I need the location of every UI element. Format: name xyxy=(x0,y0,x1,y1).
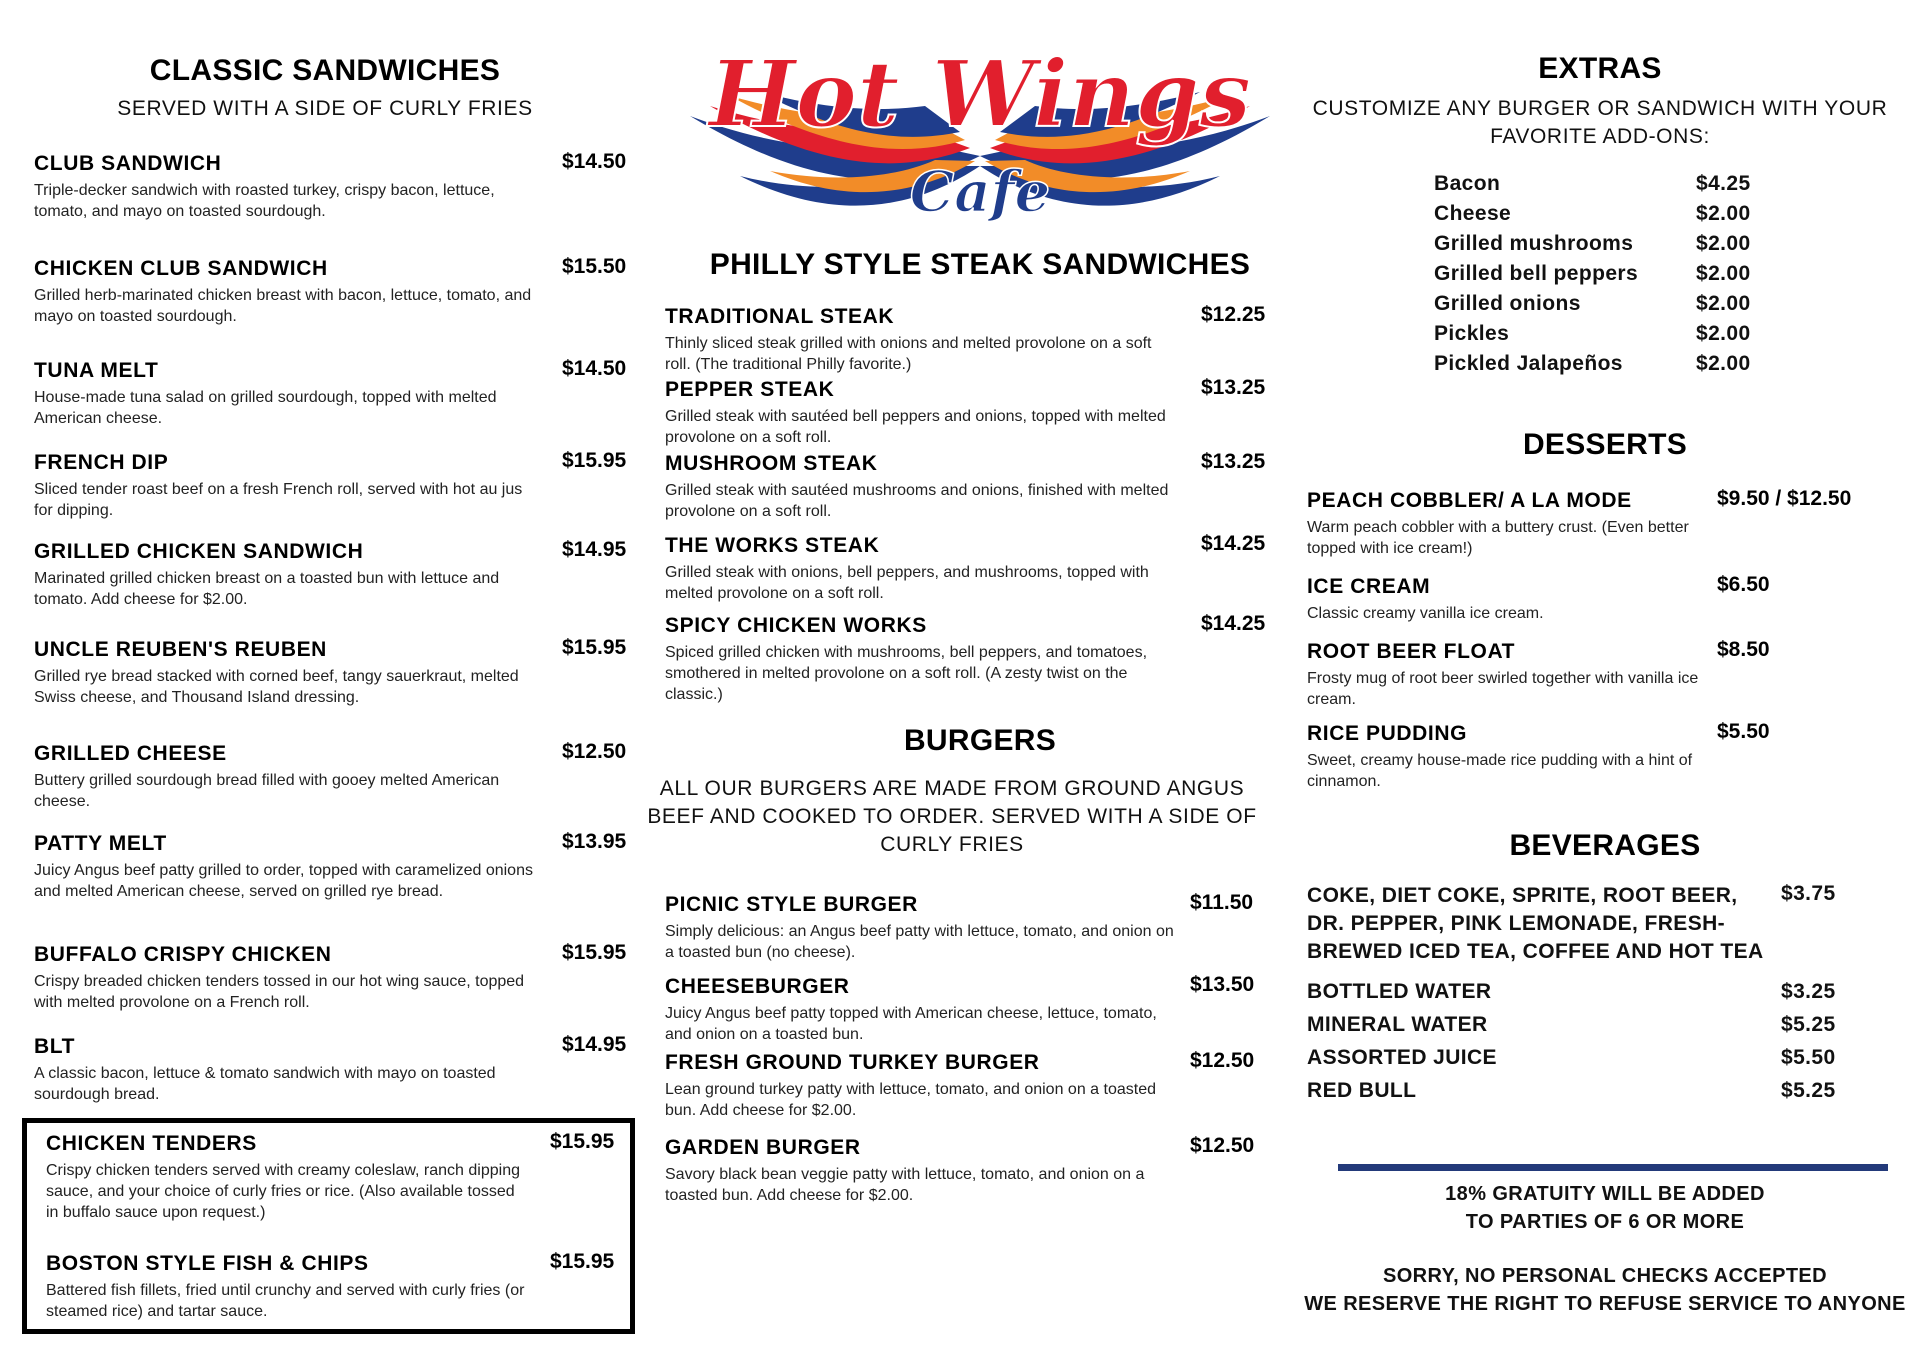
classic-item-description: A classic bacon, lettuce & tomato sandwich with mayo on toasted sourdough bread. xyxy=(34,1065,496,1103)
extra-item-name: Grilled mushrooms xyxy=(1434,232,1634,255)
classic-item-description: Buttery grilled sourdough bread filled with gooey melted American cheese. xyxy=(34,772,500,810)
classic-item-name: CLUB SANDWICH xyxy=(34,152,222,175)
beverage-item-name: MINERAL WATER xyxy=(1307,1013,1488,1036)
featured-item-price: $15.95 xyxy=(550,1250,615,1273)
classic-item xyxy=(34,451,634,521)
classic-item-name: BLT xyxy=(34,1035,76,1058)
classic-item-description: Grilled rye bread stacked with corned beef, tangy sauerkraut, melted Swiss cheese, and Thousand Island dressing. xyxy=(34,668,519,706)
classic-item-name: FRENCH DIP xyxy=(34,451,169,474)
extra-item xyxy=(1434,322,1844,346)
featured-item-description: Crispy chicken tenders served with creamy coleslaw, ranch dipping sauce, and your choice of curly fries or rice. (Also available tossed in buffalo sauce upon request.) xyxy=(46,1162,520,1221)
logo-text-sub: Cafe xyxy=(909,159,1051,225)
classic-item-price: $14.95 xyxy=(562,1033,627,1056)
classic-item-name: BUFFALO CRISPY CHICKEN xyxy=(34,943,332,966)
gratuity-note-1: 18% GRATUITY WILL BE ADDED xyxy=(1445,1183,1765,1205)
beverage-item-name: ASSORTED JUICE xyxy=(1307,1046,1497,1069)
burger-item xyxy=(665,1136,1265,1206)
featured-item-name: CHICKEN TENDERS xyxy=(46,1132,257,1155)
classic-item xyxy=(34,152,634,222)
burger-item-price: $11.50 xyxy=(1190,891,1254,914)
classic-item-name: TUNA MELT xyxy=(34,359,159,382)
classic-item-description: Grilled herb-marinated chicken breast with bacon, lettuce, tomato, and mayo on toasted sourdough. xyxy=(34,287,532,325)
dessert-item-name: PEACH COBBLER/ A LA MODE xyxy=(1307,489,1632,512)
beverages-title: BEVERAGES xyxy=(1509,829,1701,862)
beverage-item-name: RED BULL xyxy=(1307,1079,1417,1102)
beverage-item xyxy=(1307,980,1867,1004)
philly-item-price: $14.25 xyxy=(1201,612,1266,635)
classic-item-description: Crispy breaded chicken tenders tossed in our hot wing sauce, topped with melted provolone on a French roll. xyxy=(34,973,525,1011)
classic-subtitle: SERVED WITH A SIDE OF CURLY FRIES xyxy=(117,97,533,120)
extra-item-price: $2.00 xyxy=(1696,202,1751,225)
philly-item xyxy=(665,305,1275,375)
featured-item-price: $15.95 xyxy=(550,1130,615,1153)
desserts-title: DESSERTS xyxy=(1522,428,1688,461)
classic-item-price: $14.95 xyxy=(562,538,627,561)
classic-item-name: CHICKEN CLUB SANDWICH xyxy=(34,257,328,280)
extra-item xyxy=(1434,202,1844,226)
philly-item-price: $12.25 xyxy=(1201,303,1266,326)
classic-item-price: $15.50 xyxy=(562,255,627,278)
classic-item-price: $15.95 xyxy=(562,941,627,964)
extra-item-price: $2.00 xyxy=(1696,292,1751,315)
extra-item xyxy=(1434,262,1844,286)
classic-title: CLASSIC SANDWICHES xyxy=(149,54,501,87)
classic-item xyxy=(34,257,634,327)
burger-item-price: $12.50 xyxy=(1190,1134,1255,1157)
dessert-item xyxy=(1307,489,1887,559)
philly-item-description: Grilled steak with sautéed bell peppers and onions, topped with melted provolone on a soft roll. xyxy=(665,408,1166,446)
classic-item-description: House-made tuna salad on grilled sourdough, topped with melted American cheese. xyxy=(34,389,497,427)
burger-item-description: Juicy Angus beef patty topped with American cheese, lettuce, tomato, and onion on a toasted bun. xyxy=(665,1005,1157,1043)
extra-item xyxy=(1434,292,1844,316)
policy-note-2: WE RESERVE THE RIGHT TO REFUSE SERVICE TO ANYONE xyxy=(1304,1293,1906,1315)
classic-item-name: PATTY MELT xyxy=(34,832,167,855)
philly-item-description: Grilled steak with sautéed mushrooms and onions, finished with melted provolone on a soft roll. xyxy=(665,482,1169,520)
dessert-item xyxy=(1307,575,1887,624)
classic-item xyxy=(34,1035,634,1105)
extra-item-price: $2.00 xyxy=(1696,262,1751,285)
logo-wings-graphic xyxy=(680,36,1280,241)
classic-item-price: $14.50 xyxy=(562,357,627,380)
extra-item-name: Bacon xyxy=(1434,172,1501,195)
beverage-item-name: BOTTLED WATER xyxy=(1307,980,1492,1003)
dessert-item-name: RICE PUDDING xyxy=(1307,722,1468,745)
classic-item xyxy=(34,359,634,429)
burgers-title: BURGERS xyxy=(903,724,1057,757)
beverage-sodas-name: COKE, DIET COKE, SPRITE, ROOT BEER, DR. PEPPER, PINK LEMONADE, FRESH-BREWED ICED TEA, COFFEE AND HOT TEA xyxy=(1307,884,1764,963)
beverage-sodas-price: $3.75 xyxy=(1781,882,1836,905)
classic-item-price: $12.50 xyxy=(562,740,627,763)
burger-item-price: $13.50 xyxy=(1190,973,1255,996)
featured-item xyxy=(46,1252,626,1322)
dessert-item-description: Warm peach cobbler with a buttery crust. (Even better topped with ice cream!) xyxy=(1307,519,1689,557)
classic-item-name: UNCLE REUBEN'S REUBEN xyxy=(34,638,327,661)
classic-item-description: Juicy Angus beef patty grilled to order, topped with caramelized onions and melted American cheese, served on grilled rye bread. xyxy=(34,862,533,900)
extra-item-price: $2.00 xyxy=(1696,232,1751,255)
dessert-item-price: $6.50 xyxy=(1717,573,1770,596)
classic-item xyxy=(34,943,634,1013)
extra-item-name: Cheese xyxy=(1434,202,1512,225)
burger-item xyxy=(665,975,1265,1045)
beverage-item-price: $5.50 xyxy=(1781,1046,1836,1069)
dessert-item-description: Sweet, creamy house-made rice pudding with a hint of cinnamon. xyxy=(1307,752,1693,790)
beverage-item-price: $5.25 xyxy=(1781,1013,1836,1036)
beverage-item-price: $5.25 xyxy=(1781,1079,1836,1102)
burgers-subtitle: ALL OUR BURGERS ARE MADE FROM GROUND ANGUS BEEF AND COOKED TO ORDER. SERVED WITH A SIDE OF CURLY FRIES xyxy=(647,777,1257,856)
burger-item-name: FRESH GROUND TURKEY BURGER xyxy=(665,1051,1040,1074)
burger-item-name: GARDEN BURGER xyxy=(665,1136,861,1159)
dessert-item-price: $8.50 xyxy=(1717,638,1770,661)
burger-item xyxy=(665,1051,1265,1121)
extras-subtitle: CUSTOMIZE ANY BURGER OR SANDWICH WITH YOUR FAVORITE ADD-ONS: xyxy=(1312,97,1888,148)
extra-item xyxy=(1434,232,1844,256)
dessert-item xyxy=(1307,722,1887,792)
philly-title: PHILLY STYLE STEAK SANDWICHES xyxy=(709,248,1251,281)
classic-item xyxy=(34,742,634,812)
dessert-item-price: $5.50 xyxy=(1717,720,1770,743)
classic-item xyxy=(34,540,634,610)
classic-item xyxy=(34,638,634,708)
burger-item-price: $12.50 xyxy=(1190,1049,1255,1072)
logo-text-main: Hot Wings xyxy=(708,40,1252,148)
philly-item xyxy=(665,614,1275,705)
extra-item-price: $2.00 xyxy=(1696,352,1751,375)
extras-title: EXTRAS xyxy=(1538,52,1662,85)
philly-item-name: MUSHROOM STEAK xyxy=(665,452,878,475)
classic-item-description: Marinated grilled chicken breast on a toasted bun with lettuce and tomato. Add cheese for $2.00. xyxy=(34,570,500,608)
beverage-sodas xyxy=(1307,882,1847,966)
classic-item-price: $13.95 xyxy=(562,830,627,853)
extra-item-name: Pickled Jalapeños xyxy=(1434,352,1623,375)
philly-item xyxy=(665,378,1275,448)
featured-item-description: Battered fish fillets, fried until crunchy and served with curly fries (or steamed rice) and tartar sauce. xyxy=(46,1282,525,1320)
beverage-item xyxy=(1307,1013,1867,1037)
philly-item-description: Spiced grilled chicken with mushrooms, bell peppers, and tomatoes, smothered in melted provolone on a soft roll. (A zesty twist on the classic.) xyxy=(665,644,1148,703)
beverage-item xyxy=(1307,1046,1867,1070)
burger-item-name: CHEESEBURGER xyxy=(665,975,850,998)
philly-item-name: TRADITIONAL STEAK xyxy=(665,305,895,328)
extra-item-name: Pickles xyxy=(1434,322,1510,345)
philly-item-description: Thinly sliced steak grilled with onions and melted provolone on a soft roll. (The traditional Philly favorite.) xyxy=(665,335,1152,373)
gratuity-note-2: TO PARTIES OF 6 OR MORE xyxy=(1465,1211,1745,1233)
philly-item-name: THE WORKS STEAK xyxy=(665,534,880,557)
classic-item-name: GRILLED CHICKEN SANDWICH xyxy=(34,540,364,563)
logo xyxy=(680,36,1280,241)
beverage-item-price: $3.25 xyxy=(1781,980,1836,1003)
divider-rule xyxy=(1338,1164,1888,1171)
dessert-item xyxy=(1307,640,1887,710)
philly-item xyxy=(665,534,1275,604)
burger-item-name: PICNIC STYLE BURGER xyxy=(665,893,918,916)
philly-item-description: Grilled steak with onions, bell peppers, and mushrooms, topped with melted provolone on a soft roll. xyxy=(665,564,1149,602)
dessert-item-description: Frosty mug of root beer swirled together with vanilla ice cream. xyxy=(1307,670,1699,708)
classic-item-description: Triple-decker sandwich with roasted turkey, crispy bacon, lettuce, tomato, and mayo on toasted sourdough. xyxy=(34,182,495,220)
dessert-item-name: ICE CREAM xyxy=(1307,575,1431,598)
classic-item-description: Sliced tender roast beef on a fresh French roll, served with hot au jus for dipping. xyxy=(34,481,523,519)
classic-item-price: $15.95 xyxy=(562,449,627,472)
classic-item xyxy=(34,832,634,902)
classic-item-price: $14.50 xyxy=(562,150,627,173)
philly-item-name: PEPPER STEAK xyxy=(665,378,835,401)
policy-note-1: SORRY, NO PERSONAL CHECKS ACCEPTED xyxy=(1382,1265,1828,1287)
dessert-item-price: $9.50 / $12.50 xyxy=(1717,487,1852,510)
extra-item-price: $4.25 xyxy=(1696,172,1751,195)
extra-item-price: $2.00 xyxy=(1696,322,1751,345)
burger-item-description: Lean ground turkey patty with lettuce, tomato, and onion on a toasted bun. Add cheese for $2.00. xyxy=(665,1081,1156,1119)
beverage-item xyxy=(1307,1079,1867,1103)
dessert-item-name: ROOT BEER FLOAT xyxy=(1307,640,1516,663)
featured-item-name: BOSTON STYLE FISH & CHIPS xyxy=(46,1252,369,1275)
extra-item-name: Grilled bell peppers xyxy=(1434,262,1639,285)
burger-item-description: Savory black bean veggie patty with lettuce, tomato, and onion on a toasted bun. Add cheese for $2.00. xyxy=(665,1166,1145,1204)
extra-item xyxy=(1434,352,1844,376)
extra-item xyxy=(1434,172,1844,196)
classic-item-price: $15.95 xyxy=(562,636,627,659)
dessert-item-description: Classic creamy vanilla ice cream. xyxy=(1307,605,1544,622)
philly-item-price: $14.25 xyxy=(1201,532,1266,555)
philly-item xyxy=(665,452,1275,522)
philly-item-name: SPICY CHICKEN WORKS xyxy=(665,614,927,637)
classic-item-name: GRILLED CHEESE xyxy=(34,742,227,765)
burger-item xyxy=(665,893,1265,963)
featured-item xyxy=(46,1132,626,1223)
burger-item-description: Simply delicious: an Angus beef patty with lettuce, tomato, and onion on a toasted bun (no cheese). xyxy=(665,923,1174,961)
extra-item-name: Grilled onions xyxy=(1434,292,1581,315)
philly-item-price: $13.25 xyxy=(1201,450,1266,473)
philly-item-price: $13.25 xyxy=(1201,376,1266,399)
